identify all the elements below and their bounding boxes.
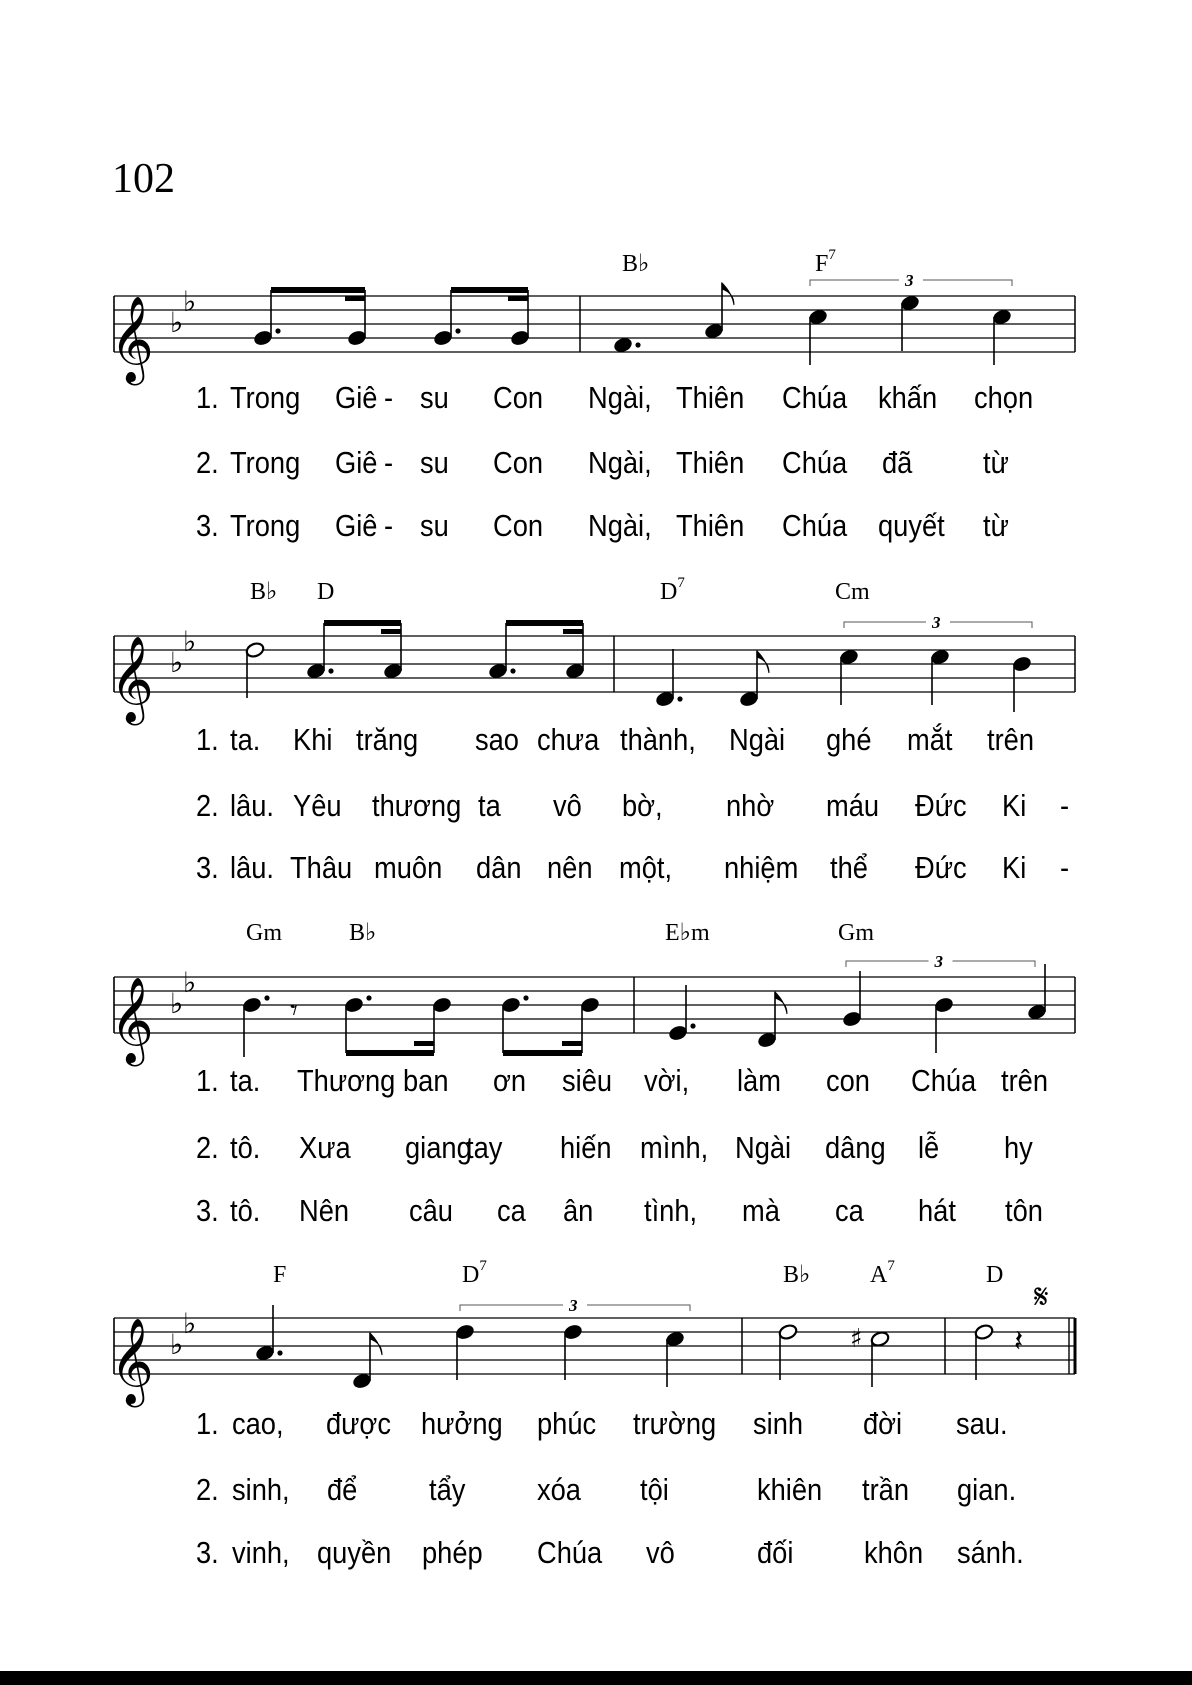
tuplet-number: 3 <box>905 271 914 290</box>
lyric-syllable: 2. <box>196 445 219 480</box>
lyric-syllable: 3. <box>196 1193 219 1228</box>
note-head <box>510 329 530 346</box>
note-head <box>253 329 273 346</box>
lyric-syllable: Con <box>493 380 544 415</box>
note-head <box>488 662 508 679</box>
note-head <box>383 662 403 679</box>
lyric-syllable: trường <box>633 1406 717 1441</box>
lyric-syllable: trên <box>1001 1063 1049 1098</box>
lyric-syllable: Thâu <box>290 850 353 885</box>
lyric-syllable: vô <box>553 788 582 823</box>
lyric-syllable: trần <box>862 1472 910 1507</box>
lyric-syllable: 3. <box>196 850 219 885</box>
lyric-syllable: sánh. <box>957 1535 1024 1570</box>
beam <box>345 296 365 301</box>
note-head <box>992 308 1012 325</box>
lyric-syllable: Thương <box>297 1063 396 1098</box>
lyric-syllable: Ki <box>1002 788 1027 823</box>
sharp-sign: ♯ <box>850 1324 863 1354</box>
note-head <box>352 1372 372 1389</box>
beam <box>503 1050 582 1056</box>
lyric-syllable: dâng <box>825 1130 886 1165</box>
note-head <box>739 690 759 707</box>
lyric-syllable: chưa <box>537 722 600 757</box>
note-head <box>501 996 521 1013</box>
lyric-syllable: thể <box>830 850 868 885</box>
lyric-syllable: Ki <box>1002 850 1027 885</box>
key-signature-flat: ♭ <box>170 306 184 339</box>
lyric-syllable: nhờ <box>726 788 775 823</box>
beam <box>563 629 583 634</box>
dot <box>690 1023 695 1028</box>
note-flag <box>370 1333 382 1355</box>
dot <box>455 328 460 333</box>
lyric-syllable: Ngài, <box>588 508 652 543</box>
lyric-syllable: khiên <box>757 1472 823 1507</box>
eighth-rest: 𝄾 <box>290 993 298 1028</box>
lyric-syllable: trên <box>987 722 1035 757</box>
dot <box>677 696 682 701</box>
lyric-syllable: Giê <box>335 380 378 415</box>
dot <box>635 342 640 347</box>
note-head <box>655 690 675 707</box>
tuplet-bracket <box>953 961 1036 967</box>
lyric-syllable: sinh, <box>232 1472 290 1507</box>
lyric-syllable: phép <box>422 1535 483 1570</box>
chord-symbol: E♭m <box>665 920 710 946</box>
lyric-syllable: chọn <box>974 380 1034 415</box>
tuplet-bracket <box>923 280 1012 286</box>
note-head <box>842 1010 862 1027</box>
lyric-syllable: hưởng <box>421 1406 503 1441</box>
beam <box>381 629 401 634</box>
lyric-syllable: câu <box>409 1193 453 1228</box>
lyric-syllable: từ <box>983 445 1009 480</box>
lyric-syllable: mắt <box>907 722 953 757</box>
lyric-syllable: lâu. <box>230 788 274 823</box>
note-head <box>580 996 600 1013</box>
lyric-syllable: nên <box>547 850 593 885</box>
chord-symbol: D <box>986 1262 1004 1288</box>
lyric-syllable: gian. <box>957 1472 1017 1507</box>
chord-symbol: $A^7$ <box>870 1258 895 1288</box>
treble-clef-icon: 𝄞 <box>110 636 154 722</box>
note-head <box>668 1024 688 1041</box>
lyric-syllable: Xưa <box>299 1130 351 1165</box>
lyric-syllable: làm <box>737 1063 781 1098</box>
chord-symbol: B♭ <box>783 1262 811 1288</box>
quarter-rest: 𝄽 <box>1014 1324 1024 1359</box>
note-head <box>242 996 262 1013</box>
lyric-syllable: tay <box>466 1130 503 1165</box>
lyric-syllable: ân <box>563 1193 594 1228</box>
key-signature-flat: ♭ <box>183 1307 197 1340</box>
note-head <box>1012 655 1032 672</box>
lyric-syllable: Khi <box>293 722 333 757</box>
lyric-syllable: 1. <box>196 1063 219 1098</box>
lyric-syllable: Thiên <box>676 508 745 543</box>
lyric-syllable: - <box>1060 850 1070 885</box>
lyric-syllable: được <box>326 1406 391 1441</box>
beam <box>506 620 583 626</box>
lyric-syllable: 2. <box>196 1130 219 1165</box>
tuplet-bracket <box>587 1305 690 1311</box>
chord-symbol: B♭ <box>622 251 650 277</box>
note-head <box>563 1323 583 1340</box>
lyric-syllable: vinh, <box>232 1535 290 1570</box>
lyric-syllable: ban <box>403 1063 449 1098</box>
lyric-syllable: su <box>420 508 449 543</box>
beam <box>451 287 528 293</box>
dot <box>328 668 333 673</box>
lyric-syllable: Con <box>493 445 544 480</box>
note-head <box>808 308 828 325</box>
treble-clef-icon: 𝄞 <box>110 977 154 1063</box>
lyric-syllable: sao <box>475 722 519 757</box>
note-head <box>613 336 633 353</box>
lyric-syllable: 2. <box>196 788 219 823</box>
key-signature-flat: ♭ <box>183 966 197 999</box>
note-head <box>455 1323 475 1340</box>
lyric-syllable: Chúa <box>782 380 848 415</box>
tuplet-bracket <box>460 1305 563 1311</box>
note-head <box>565 662 585 679</box>
lyric-syllable: để <box>327 1472 358 1507</box>
lyric-syllable: đời <box>863 1406 903 1441</box>
lyric-syllable: dân <box>476 850 522 885</box>
chord-symbol: B♭ <box>250 579 278 605</box>
dot <box>264 995 269 1000</box>
lyric-syllable: máu <box>826 788 880 823</box>
tuplet-number: 3 <box>932 613 941 632</box>
lyric-syllable: cao, <box>232 1406 284 1441</box>
lyric-syllable: giang <box>405 1130 472 1165</box>
lyric-syllable: quyết <box>878 508 945 543</box>
note-head <box>255 1344 275 1361</box>
lyric-syllable: su <box>420 445 449 480</box>
lyric-syllable: 3. <box>196 508 219 543</box>
key-signature-flat: ♭ <box>170 1328 184 1361</box>
note-head <box>839 648 859 665</box>
note-head <box>930 648 950 665</box>
lyric-syllable: tẩy <box>429 1472 466 1507</box>
note-head <box>1027 1003 1047 1020</box>
beam <box>562 1041 582 1046</box>
tuplet-bracket <box>950 622 1032 628</box>
beam <box>324 620 401 626</box>
lyric-syllable: Chúa <box>782 445 848 480</box>
chord-symbol: Cm <box>835 579 870 605</box>
lyric-syllable: Chúa <box>782 508 848 543</box>
note-head <box>934 996 954 1013</box>
lyric-syllable: vời, <box>644 1063 690 1098</box>
dot <box>277 1350 282 1355</box>
lyric-syllable: xóa <box>537 1472 581 1507</box>
note-flag <box>722 283 734 305</box>
lyric-syllable: trăng <box>356 722 419 757</box>
note-head <box>974 1323 994 1340</box>
lyric-syllable: khôn <box>864 1535 924 1570</box>
lyric-syllable: quyền <box>317 1535 392 1570</box>
key-signature-flat: ♭ <box>170 987 184 1020</box>
lyric-syllable: ta <box>478 788 501 823</box>
note-head <box>665 1330 685 1347</box>
lyric-syllable: thương <box>372 788 462 823</box>
lyric-syllable: 1. <box>196 1406 219 1441</box>
lyric-syllable: ghé <box>826 722 872 757</box>
lyric-syllable: khấn <box>878 380 938 415</box>
tuplet-number: 3 <box>934 952 943 971</box>
note-head <box>344 996 364 1013</box>
lyric-syllable: ca <box>497 1193 526 1228</box>
lyric-syllable: con <box>826 1063 870 1098</box>
note-head <box>245 641 265 658</box>
lyric-syllable: tình, <box>644 1193 698 1228</box>
lyric-syllable: Trong <box>230 508 301 543</box>
lyric-syllable: bờ, <box>622 788 663 823</box>
note-head <box>433 329 453 346</box>
tuplet-bracket <box>846 961 929 967</box>
lyric-syllable: ta. <box>230 722 261 757</box>
lyric-syllable: Trong <box>230 445 301 480</box>
lyric-syllable: đã <box>882 445 913 480</box>
beam <box>271 287 365 293</box>
note-head <box>432 996 452 1013</box>
tuplet-bracket <box>810 280 899 286</box>
lyric-syllable: Chúa <box>537 1535 603 1570</box>
lyric-syllable: mình, <box>640 1130 709 1165</box>
lyric-syllable: Con <box>493 508 544 543</box>
lyric-syllable: nhiệm <box>724 850 799 885</box>
treble-clef-icon: 𝄞 <box>110 296 154 382</box>
note-head <box>778 1323 798 1340</box>
lyric-syllable: lâu. <box>230 850 274 885</box>
lyric-syllable: tội <box>640 1472 669 1507</box>
dot <box>510 668 515 673</box>
lyric-syllable: từ <box>983 508 1009 543</box>
key-signature-flat: ♭ <box>183 625 197 658</box>
lyric-syllable: mà <box>742 1193 780 1228</box>
dot <box>275 328 280 333</box>
chord-symbol: F <box>273 1262 287 1288</box>
lyric-syllable: Ngài <box>735 1130 792 1165</box>
lyric-syllable: Yêu <box>293 788 342 823</box>
lyric-syllable: tô. <box>230 1193 261 1228</box>
lyric-syllable: ơn <box>493 1063 527 1098</box>
beam <box>414 1041 434 1046</box>
chord-symbol: Gm <box>838 920 874 946</box>
lyric-syllable: ta. <box>230 1063 261 1098</box>
lyric-syllable: lễ <box>918 1130 940 1165</box>
lyric-syllable: Ngài, <box>588 380 652 415</box>
lyric-syllable: hiến <box>560 1130 612 1165</box>
lyric-syllable: sau. <box>956 1406 1008 1441</box>
chord-symbol: $D^7$ <box>462 1258 487 1288</box>
lyric-syllable: Ngài, <box>588 445 652 480</box>
tuplet-number: 3 <box>569 1296 578 1315</box>
lyric-syllable: một, <box>619 850 673 885</box>
lyric-syllable: Giê <box>335 445 378 480</box>
key-signature-flat: ♭ <box>183 285 197 318</box>
segno-icon: 𝄋 <box>1034 1277 1049 1317</box>
lyric-syllable: Thiên <box>676 380 745 415</box>
lyric-syllable: su <box>420 380 449 415</box>
lyric-syllable: hát <box>918 1193 956 1228</box>
lyric-syllable: - <box>1060 788 1070 823</box>
note-flag <box>757 651 769 673</box>
chord-symbol: $F^7$ <box>815 247 836 277</box>
dot <box>523 995 528 1000</box>
page-bottom-edge <box>0 1671 1192 1685</box>
lyric-syllable: - <box>384 508 394 543</box>
lyric-syllable: tô. <box>230 1130 261 1165</box>
lyric-syllable: 1. <box>196 380 219 415</box>
lyric-syllable: thành, <box>620 722 696 757</box>
lyric-syllable: Giê <box>335 508 378 543</box>
lyric-syllable: hy <box>1004 1130 1033 1165</box>
lyric-syllable: 2. <box>196 1472 219 1507</box>
lyric-syllable: sinh <box>753 1406 804 1441</box>
note-head <box>347 329 367 346</box>
lyric-syllable: vô <box>646 1535 675 1570</box>
chord-symbol: D <box>317 579 335 605</box>
lyric-syllable: 1. <box>196 722 219 757</box>
chord-symbol: B♭ <box>349 920 377 946</box>
lyric-syllable: phúc <box>537 1406 597 1441</box>
lyric-syllable: - <box>384 380 394 415</box>
lyric-syllable: Nên <box>299 1193 350 1228</box>
lyric-syllable: tôn <box>1005 1193 1043 1228</box>
lyric-syllable: 3. <box>196 1535 219 1570</box>
note-head <box>306 662 326 679</box>
lyric-syllable: Chúa <box>911 1063 977 1098</box>
note-head <box>900 294 920 311</box>
lyric-syllable: đối <box>757 1535 794 1570</box>
note-head <box>870 1330 890 1347</box>
lyric-syllable: Ngài <box>729 722 786 757</box>
note-head <box>704 322 724 339</box>
lyric-syllable: muôn <box>374 850 443 885</box>
lyric-syllable: Đức <box>915 850 967 885</box>
dot <box>366 995 371 1000</box>
lyric-syllable: Trong <box>230 380 301 415</box>
page-number: 102 <box>112 156 175 202</box>
tuplet-bracket <box>844 622 926 628</box>
chord-symbol: $D^7$ <box>660 575 685 605</box>
lyric-syllable: siêu <box>562 1063 613 1098</box>
note-flag <box>775 992 787 1014</box>
treble-clef-icon: 𝄞 <box>110 1318 154 1404</box>
note-head <box>757 1031 777 1048</box>
lyric-syllable: ca <box>835 1193 864 1228</box>
beam <box>346 1050 434 1056</box>
lyric-syllable: - <box>384 445 394 480</box>
beam <box>508 296 528 301</box>
lyric-syllable: Thiên <box>676 445 745 480</box>
lyric-syllable: Đức <box>915 788 967 823</box>
chord-symbol: Gm <box>246 920 282 946</box>
key-signature-flat: ♭ <box>170 646 184 679</box>
